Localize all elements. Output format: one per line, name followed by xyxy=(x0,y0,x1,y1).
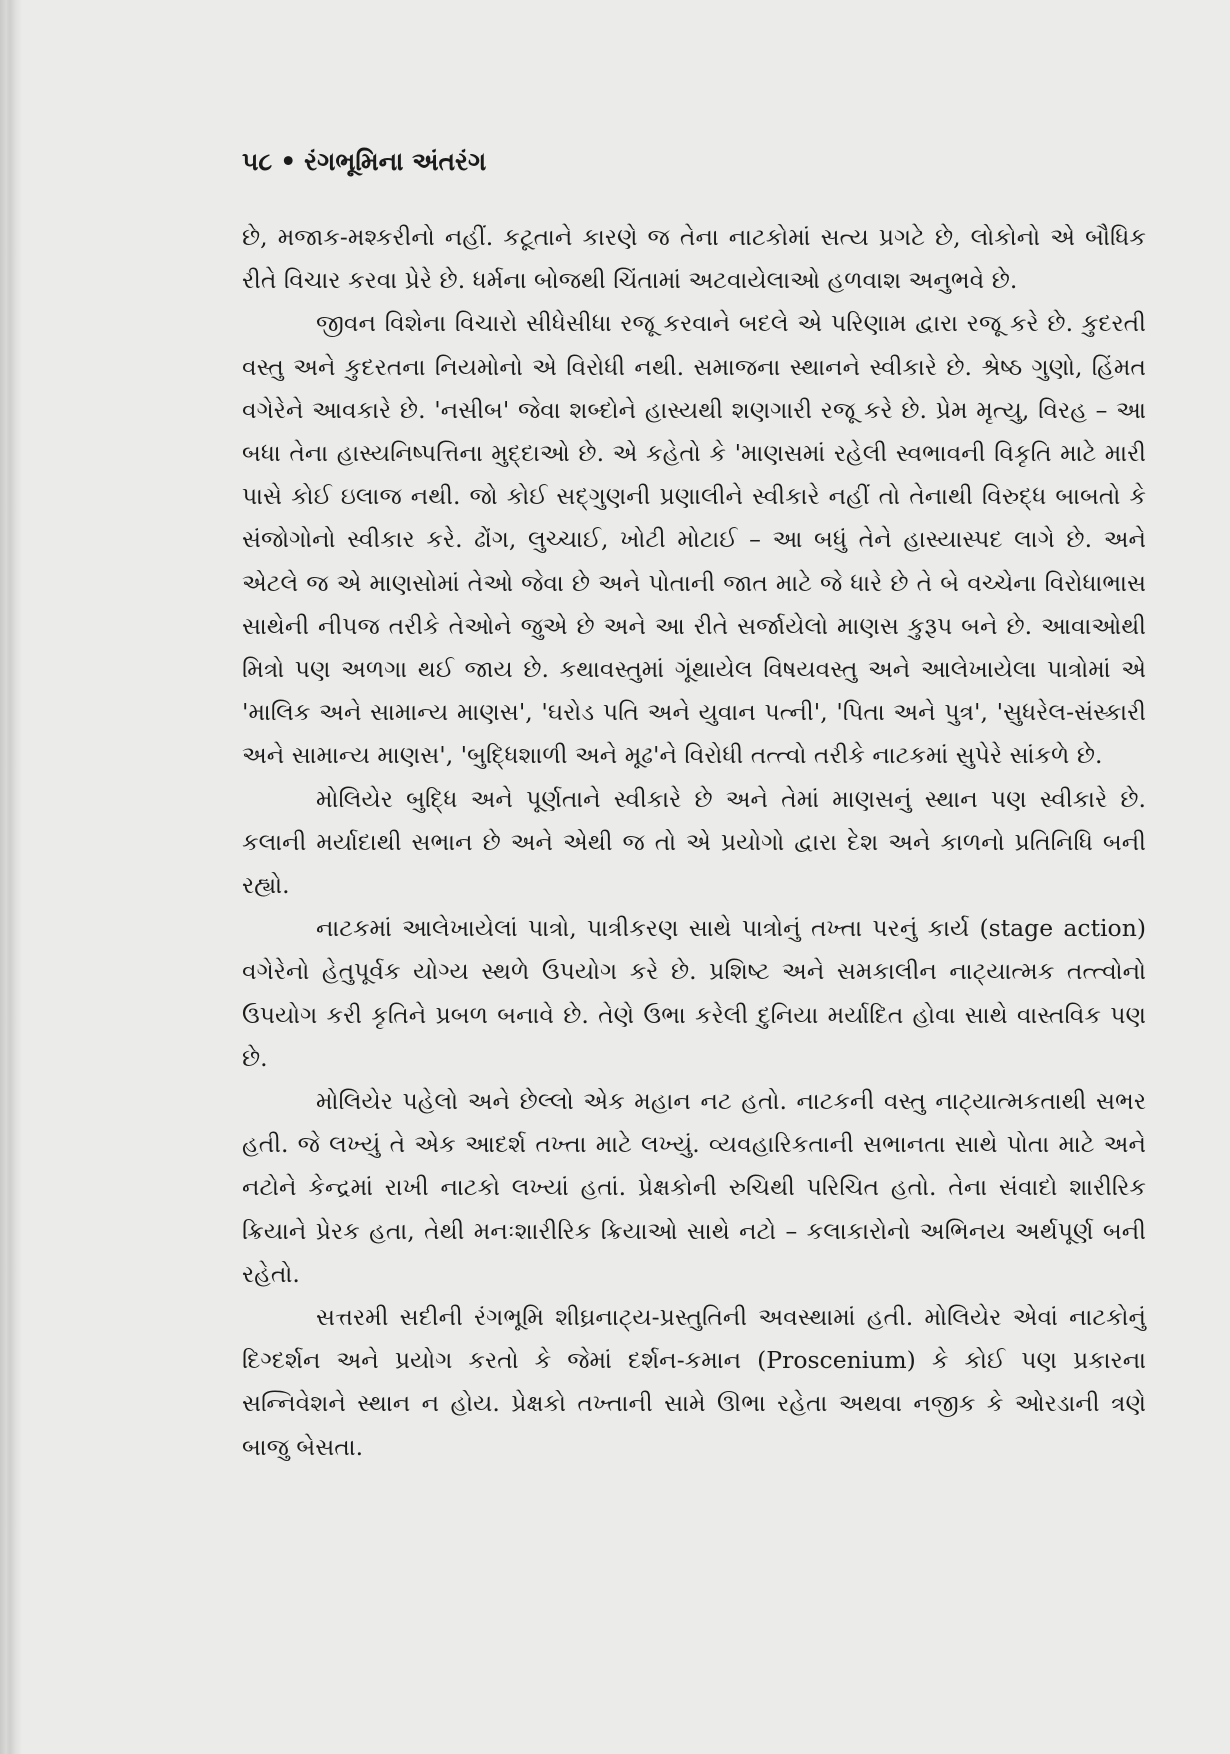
body-text xyxy=(242,216,1146,1469)
paragraph-4: નાટકમાં આલેખાયેલાં પાત્રો, પાત્રીકરણ સાથે પાત્રોનું તખ્તા પરનું કાર્ય (stage action) વગેરેનો હેતુપૂર્વક યોગ્ય સ્થળે ઉપયોગ કરે છે. પ્રશિષ્ટ અને સમકાલીન નાટ્યાત્મક તત્ત્વોનો ઉપયોગ કરી કૃતિને પ્રબળ બનાવે છે. તેણે ઉભા કરેલી દુનિયા મર્યાદિત હોવા સાથે વાસ્તવિક પણ છે. xyxy=(242,914,1146,1072)
paragraph-5: મોલિયેર પહેલો અને છેલ્લો એક મહાન નટ હતો. નાટકની વસ્તુ નાટ્યાત્મકતાથી સભર હતી. જે લખ્યું તે એક આદર્શ તખ્તા માટે લખ્યું. વ્યવહારિકતાની સભાનતા સાથે પોતા માટે અને નટોને કેન્દ્રમાં રાખી નાટકો લખ્યાં હતાં. પ્રેક્ષકોની રુચિથી પરિચિત હતો. તેના સંવાદો શારીરિક ક્રિયાને પ્રેરક હતા, તેથી મનઃશારીરિક ક્રિયાઓ સાથે નટો – કલાકારોનો અભિનય અર્થપૂર્ણ બની રહેતો. xyxy=(242,1087,1146,1288)
page-number: ૫૮ xyxy=(242,147,273,176)
paragraph-6: સત્તરમી સદીની રંગભૂમિ શીઘ્રનાટ્ય-પ્રસ્તુતિની અવસ્થામાં હતી. મોલિયેર એવાં નાટકોનું દિગ્દર્શન અને પ્રયોગ કરતો કે જેમાં દર્શન-કમાન (Proscenium) કે કોઈ પણ પ્રકારના સન્નિવેશને સ્થાન ન હોય. પ્રેક્ષકો તખ્તાની સામે ઊભા રહેતા અથવા નજીક કે ઓરડાની ત્રણે બાજુ બેસતા. xyxy=(242,1303,1146,1461)
paragraph-1: છે, મજાક-મશ્કરીનો નહીં. કટૂતાને કારણે જ તેના નાટકોમાં સત્ય પ્રગટે છે, લોકોનો એ બૌધિક રીતે વિચાર કરવા પ્રેરે છે. ધર્મના બોજથી ચિંતામાં અટવાયેલાઓ હળવાશ અનુભવે છે. xyxy=(242,223,1146,295)
header-separator: • xyxy=(280,147,297,176)
paragraph-3: મોલિયેર બુદ્ધિ અને પૂર્ણતાને સ્વીકારે છે અને તેમાં માણસનું સ્થાન પણ સ્વીકારે છે. કલાની મર્યાદાથી સભાન છે અને એથી જ તો એ પ્રયોગો દ્વારા દેશ અને કાળનો પ્રતિનિધિ બની રહ્યો. xyxy=(242,784,1146,900)
running-header xyxy=(242,147,486,177)
book-title: રંગભૂમિના અંતરંગ xyxy=(304,147,487,176)
paragraph-2: જીવન વિશેના વિચારો સીધેસીધા રજૂ કરવાને બદલે એ પરિણામ દ્વારા રજૂ કરે છે. કુદરતી વસ્તુ અને કુદરતના નિયમોનો એ વિરોધી નથી. સમાજના સ્થાનને સ્વીકારે છે. શ્રેષ્ઠ ગુણો, હિંમત વગેરેને આવકારે છે. 'નસીબ' જેવા શબ્દોને હાસ્યથી શણગારી રજૂ કરે છે. પ્રેમ મૃત્યુ, વિરહ – આ બધા તેના હાસ્યનિષ્પત્તિના મુદ્દાઓ છે. એ કહેતો કે 'માણસમાં રહેલી સ્વભાવની વિકૃતિ માટે મારી પાસે કોઈ ઇલાજ નથી. જો કોઈ સદ્ગુણની પ્રણાલીને સ્વીકારે નહીં તો તેનાથી વિરુદ્ધ બાબતો કે સંજોગોનો સ્વીકાર કરે. ઢોંગ, લુચ્ચાઈ, ખોટી મોટાઈ – આ બધું તેને હાસ્યાસ્પદ લાગે છે. અને એટલે જ એ માણસોમાં તેઓ જેવા છે અને પોતાની જાત માટે જે ધારે છે તે બે વચ્ચેના વિરોધાભાસ સાથેની નીપજ તરીકે તેઓને જુએ છે અને આ રીતે સર્જાયેલો માણસ કુરૂપ બને છે. આવાઓથી મિત્રો પણ અળગા થઈ જાય છે. કથાવસ્તુમાં ગૂંથાયેલ વિષયવસ્તુ અને આલેખાયેલા પાત્રોમાં એ 'માલિક અને સામાન્ય માણસ', 'ઘરોડ પતિ અને યુવાન પત્ની', 'પિતા અને પુત્ર', 'સુધરેલ-સંસ્કારી અને સામાન્ય માણસ', 'બુદ્ધિશાળી અને મૂઢ'ને વિરોધી તત્ત્વો તરીકે નાટકમાં સુપેરે સાંકળે છે. xyxy=(242,309,1146,770)
